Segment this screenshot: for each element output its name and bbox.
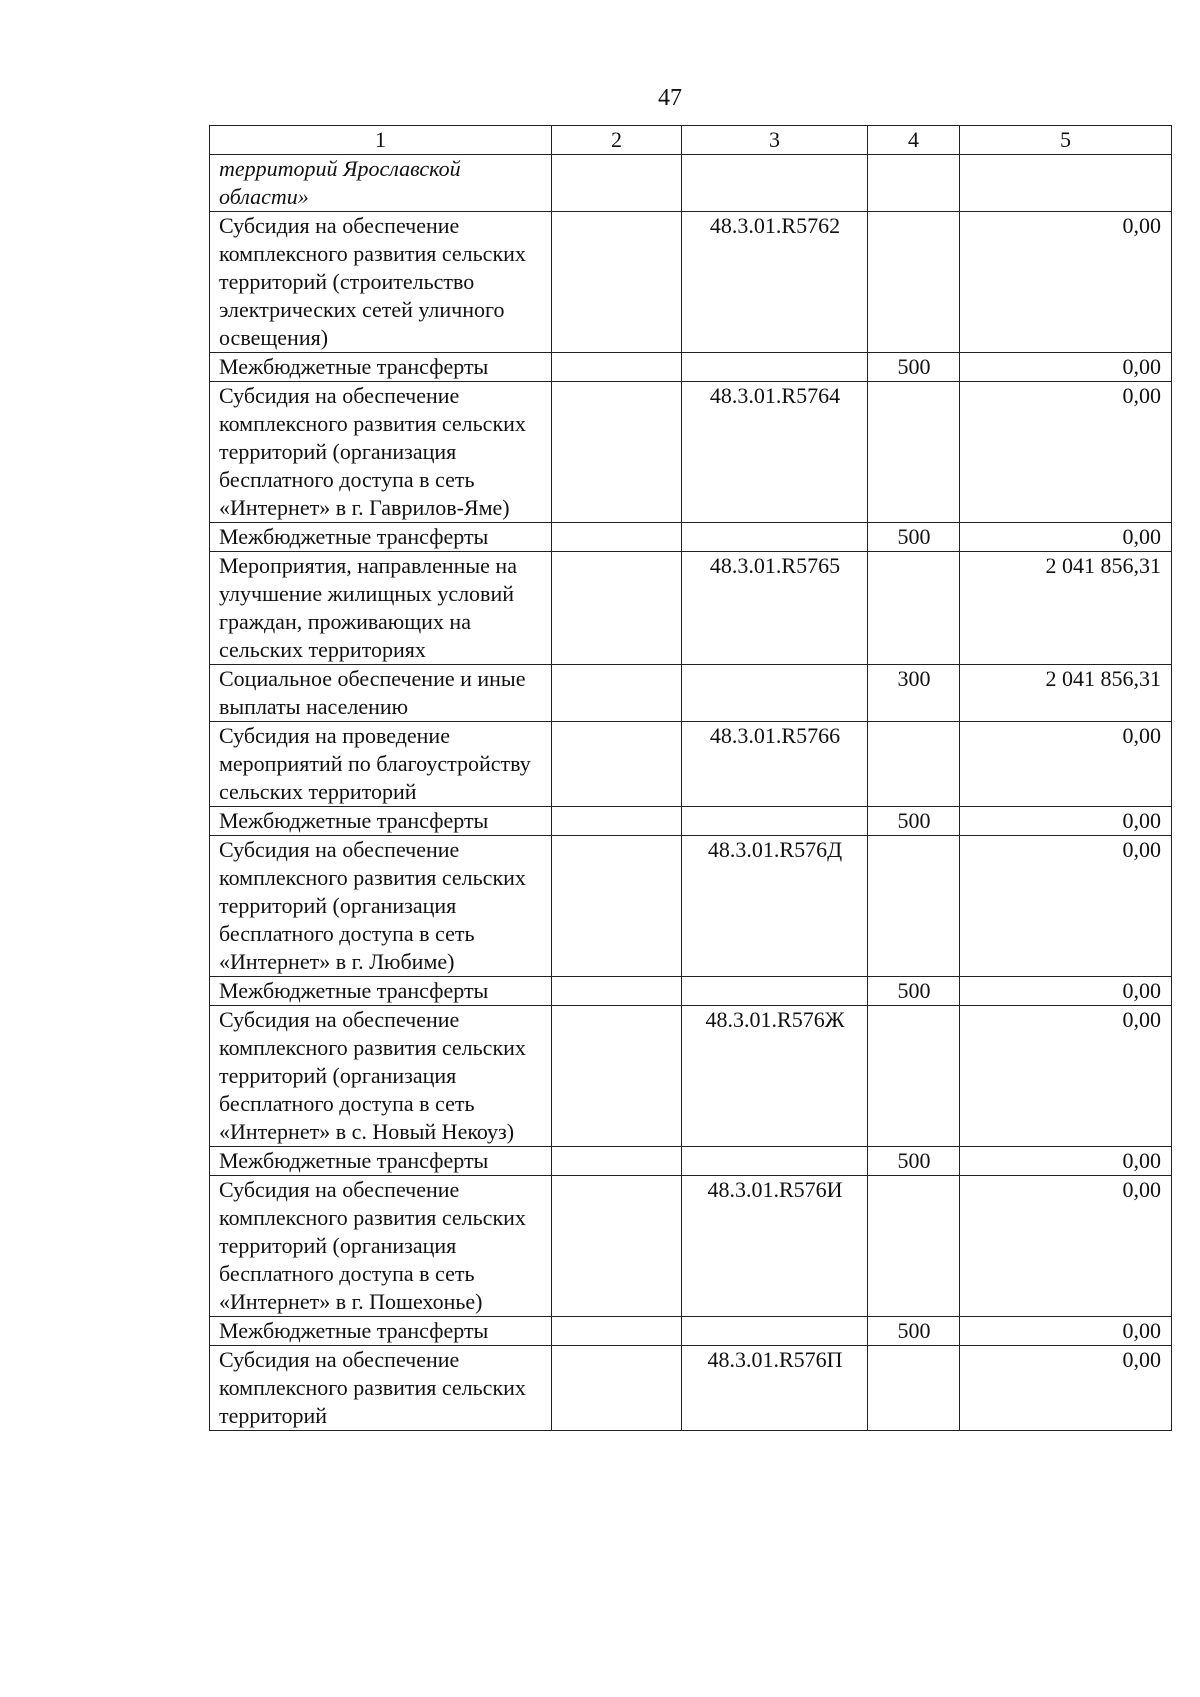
row-name-cell: Межбюджетные трансферты bbox=[210, 523, 552, 552]
row-type-cell: 500 bbox=[868, 1317, 960, 1346]
row-name-cell: Субсидия на обеспечение комплексного развития сельских территорий (организация бесплатного доступа в сеть «Интернет» в г. Гаврилов-Яме) bbox=[210, 382, 552, 523]
row-col2-cell bbox=[552, 353, 682, 382]
row-col2-cell bbox=[552, 212, 682, 353]
budget-table-body bbox=[210, 126, 1172, 1431]
row-col2-cell bbox=[552, 807, 682, 836]
row-sum-cell: 0,00 bbox=[960, 1006, 1172, 1147]
row-sum-cell: 0,00 bbox=[960, 1147, 1172, 1176]
row-col2-cell bbox=[552, 523, 682, 552]
table-row bbox=[210, 552, 1172, 665]
row-code-cell bbox=[682, 665, 868, 722]
header-cell-5: 5 bbox=[960, 126, 1172, 155]
row-name-cell: Субсидия на обеспечение комплексного развития сельских территорий (организация бесплатного доступа в сеть «Интернет» в г. Пошехонье) bbox=[210, 1176, 552, 1317]
row-code-cell bbox=[682, 1147, 868, 1176]
row-name-cell: территорий Ярославской области» bbox=[210, 155, 552, 212]
row-type-cell bbox=[868, 382, 960, 523]
row-code-cell bbox=[682, 1317, 868, 1346]
row-type-cell bbox=[868, 722, 960, 807]
row-col2-cell bbox=[552, 382, 682, 523]
table-row bbox=[210, 977, 1172, 1006]
row-code-cell bbox=[682, 353, 868, 382]
table-header-row bbox=[210, 126, 1172, 155]
row-code-cell: 48.3.01.R576И bbox=[682, 1176, 868, 1317]
table-row bbox=[210, 212, 1172, 353]
row-code-cell: 48.3.01.R5762 bbox=[682, 212, 868, 353]
row-sum-cell: 2 041 856,31 bbox=[960, 665, 1172, 722]
table-row bbox=[210, 1346, 1172, 1431]
row-col2-cell bbox=[552, 552, 682, 665]
row-col2-cell bbox=[552, 722, 682, 807]
page-number: 47 bbox=[658, 85, 682, 111]
row-sum-cell: 0,00 bbox=[960, 807, 1172, 836]
row-col2-cell bbox=[552, 1176, 682, 1317]
row-code-cell: 48.3.01.R576П bbox=[682, 1346, 868, 1431]
row-type-cell bbox=[868, 552, 960, 665]
row-sum-cell: 0,00 bbox=[960, 1317, 1172, 1346]
table-row bbox=[210, 836, 1172, 977]
row-name-cell: Межбюджетные трансферты bbox=[210, 977, 552, 1006]
row-name-cell: Межбюджетные трансферты bbox=[210, 1317, 552, 1346]
row-sum-cell: 0,00 bbox=[960, 977, 1172, 1006]
row-col2-cell bbox=[552, 1346, 682, 1431]
table-row bbox=[210, 1147, 1172, 1176]
row-name-cell: Субсидия на обеспечение комплексного развития сельских территорий (организация бесплатного доступа в сеть «Интернет» в с. Новый Некоуз) bbox=[210, 1006, 552, 1147]
table-row bbox=[210, 665, 1172, 722]
row-sum-cell: 0,00 bbox=[960, 382, 1172, 523]
row-col2-cell bbox=[552, 665, 682, 722]
table-row bbox=[210, 382, 1172, 523]
row-name-cell: Субсидия на обеспечение комплексного развития сельских территорий bbox=[210, 1346, 552, 1431]
row-type-cell bbox=[868, 1346, 960, 1431]
row-name-cell: Межбюджетные трансферты bbox=[210, 1147, 552, 1176]
table-row bbox=[210, 155, 1172, 212]
row-name-cell: Межбюджетные трансферты bbox=[210, 807, 552, 836]
row-type-cell: 300 bbox=[868, 665, 960, 722]
row-sum-cell: 0,00 bbox=[960, 353, 1172, 382]
row-code-cell: 48.3.01.R576Д bbox=[682, 836, 868, 977]
row-name-cell: Социальное обеспечение и иные выплаты населению bbox=[210, 665, 552, 722]
row-type-cell bbox=[868, 1176, 960, 1317]
row-col2-cell bbox=[552, 836, 682, 977]
table-row bbox=[210, 1317, 1172, 1346]
row-type-cell: 500 bbox=[868, 977, 960, 1006]
row-type-cell bbox=[868, 212, 960, 353]
row-type-cell bbox=[868, 155, 960, 212]
row-code-cell: 48.3.01.R5765 bbox=[682, 552, 868, 665]
row-type-cell: 500 bbox=[868, 1147, 960, 1176]
row-name-cell: Мероприятия, направленные на улучшение жилищных условий граждан, проживающих на сельских территориях bbox=[210, 552, 552, 665]
row-code-cell bbox=[682, 523, 868, 552]
row-sum-cell: 0,00 bbox=[960, 523, 1172, 552]
header-cell-4: 4 bbox=[868, 126, 960, 155]
table-row bbox=[210, 353, 1172, 382]
row-name-cell: Субсидия на проведение мероприятий по благоустройству сельских территорий bbox=[210, 722, 552, 807]
table-row bbox=[210, 523, 1172, 552]
row-code-cell bbox=[682, 977, 868, 1006]
row-type-cell bbox=[868, 1006, 960, 1147]
row-col2-cell bbox=[552, 1147, 682, 1176]
row-type-cell: 500 bbox=[868, 807, 960, 836]
row-sum-cell: 0,00 bbox=[960, 836, 1172, 977]
row-sum-cell: 2 041 856,31 bbox=[960, 552, 1172, 665]
row-type-cell: 500 bbox=[868, 523, 960, 552]
table-row bbox=[210, 1006, 1172, 1147]
row-code-cell bbox=[682, 155, 868, 212]
budget-table bbox=[209, 125, 1172, 1431]
row-code-cell: 48.3.01.R576Ж bbox=[682, 1006, 868, 1147]
row-sum-cell: 0,00 bbox=[960, 1176, 1172, 1317]
row-code-cell: 48.3.01.R5764 bbox=[682, 382, 868, 523]
table-row bbox=[210, 807, 1172, 836]
row-name-cell: Субсидия на обеспечение комплексного развития сельских территорий (организация бесплатного доступа в сеть «Интернет» в г. Любиме) bbox=[210, 836, 552, 977]
header-cell-3: 3 bbox=[682, 126, 868, 155]
row-sum-cell: 0,00 bbox=[960, 212, 1172, 353]
row-col2-cell bbox=[552, 155, 682, 212]
table-row bbox=[210, 722, 1172, 807]
row-col2-cell bbox=[552, 977, 682, 1006]
row-code-cell: 48.3.01.R5766 bbox=[682, 722, 868, 807]
row-sum-cell: 0,00 bbox=[960, 1346, 1172, 1431]
header-cell-1: 1 bbox=[210, 126, 552, 155]
row-type-cell bbox=[868, 836, 960, 977]
row-name-cell: Межбюджетные трансферты bbox=[210, 353, 552, 382]
row-name-cell: Субсидия на обеспечение комплексного развития сельских территорий (строительство электрических сетей уличного освещения) bbox=[210, 212, 552, 353]
row-code-cell bbox=[682, 807, 868, 836]
row-col2-cell bbox=[552, 1006, 682, 1147]
row-sum-cell bbox=[960, 155, 1172, 212]
table-row bbox=[210, 1176, 1172, 1317]
header-cell-2: 2 bbox=[552, 126, 682, 155]
row-sum-cell: 0,00 bbox=[960, 722, 1172, 807]
row-type-cell: 500 bbox=[868, 353, 960, 382]
row-col2-cell bbox=[552, 1317, 682, 1346]
